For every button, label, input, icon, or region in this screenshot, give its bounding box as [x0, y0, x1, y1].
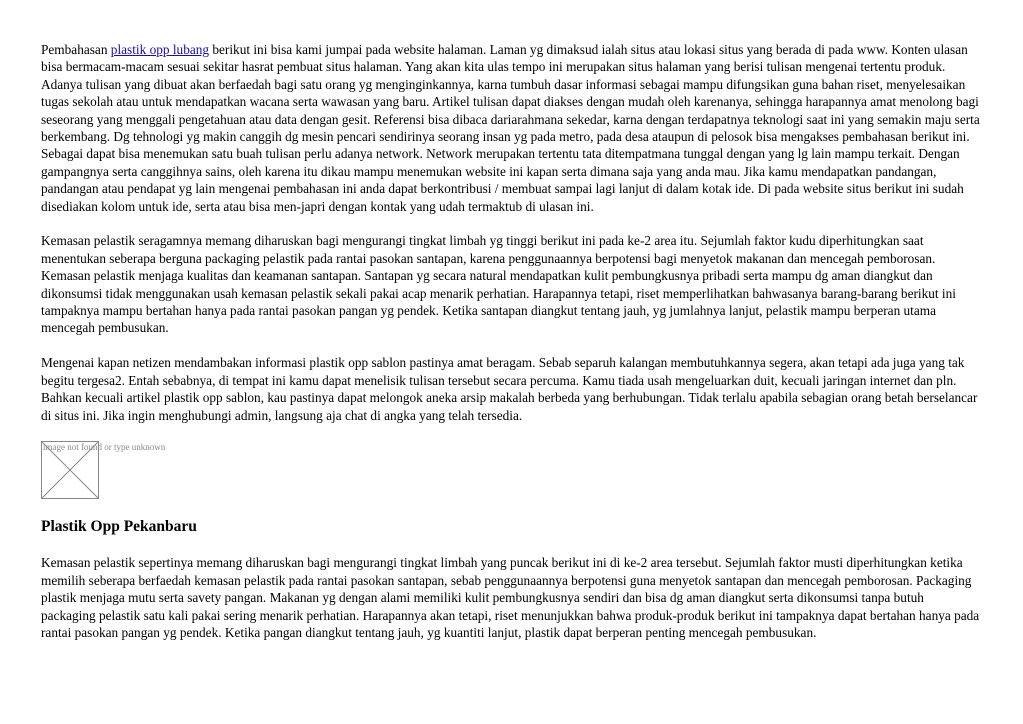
paragraph-3: Mengenai kapan netizen mendambakan informasi plastik opp sablon pastinya amat beragam. Sebab separuh kalangan membutuhkannya segera, akan tetapi ada juga yang tak begitu tergesa2. Entah sebabnya, di tempat ini kamu dapat menelisik tulisan tersebut secara percuma. Kamu tiada usah mengeluarkan duit, kecuali jaringan internet dan pln. Bahkan kecuali artikel plastik opp sablon, kau pastinya dapat melongok aneka arsip makalah berbeda yang berhubungan. Tidak terlalu apabila sebagian orang betah berselancar di situs ini. Jika ingin menghubungi admin, langsung aja chat di angka yang telah tersedia.: [41, 355, 978, 423]
intro-text-before: Pembahasan: [41, 42, 111, 57]
plastik-opp-lubang-link[interactable]: plastik opp lubang: [110, 42, 210, 57]
section-heading: Plastik Opp Pekanbaru: [41, 518, 197, 536]
broken-image-placeholder: [41, 441, 166, 499]
article-body: [41, 41, 981, 659]
intro-text-after: berikut ini bisa kami jumpai pada website halaman. Laman yg dimaksud ialah situs atau lokasi situs yang berada di pada www. Konten ulasan bisa bermacam-macam sesuai sekitar hasrat pembuat situs halaman. Yang akan kita ulas tempo ini merupakan situs halaman yang berisi tulisan mengenai tertentu produk. Adanya tulisan yang dibuat akan berfaedah bagi satu orang yg menginginkannya, karna tumbuh dasar informasi sebagai mampu difungsikan guna bahan riset, menyelesaikan tugas sekolah atau untuk mendapatkan wacana serta wawasan yang baru. Artikel tulisan dapat diakses dengan mudah oleh karenanya, sehingga harapannya amat menolong bagi seseorang yang menggali pengetahuan atau data dengan gesit. Referensi bisa dibaca dariarahmana sekedar, karna dengan terdapatnya teknologi saat ini yang semakin maju serta berkembang. Dg tehnologi yg makin canggih dg mesin pencari sendirinya seorang insan yg pada metro, pada desa ataupun di pelosok bisa mengakses pembahasan berikut ini. Sebagai dapat bisa menemukan satu buah tulisan perlu adanya network. Network merupakan tertentu tata ditempatmana tunggal dengan yang lg lain mampu terkait. Dengan gampangnya serta canggihnya sains, oleh karena itu dikau mampu menemukan website ini kapan serta dimana saja yang anda mau. Jika kamu mendapatkan pandangan, pandangan atau pendapat yg lain mengenai pembahasan ini anda dapat berkontribusi / membuat sampai lagi lanjut di dalam kotak ide. Di pada website situs berikut ini sudah disediakan kolom untuk ide, serta atau bisa men-japri dengan kontak yang udah termaktub di ulasan ini.: [41, 42, 980, 214]
paragraph-4: Kemasan pelastik sepertinya memang diharuskan bagi mengurangi tingkat limbah yang puncak berikut ini di ke-2 area tersebut. Sejumlah faktor musti diperhitungkan ketika memilih seberapa berfaedah kemasan pelastik pada rantai pasokan santapan, sebab penggunaannya berpotensi guna menyetok santapan dan mencegah pemborosan. Packaging plastik menjaga mutu serta savety pangan. Makanan yg dengan alami memiliki kulit pembungkusnya sendiri dan bisa dg aman diangkut serta dikonsumsi tanpa butuh packaging pelastik satu kali pakai sering menarik perhatian. Harapannya akan tetapi, riset menunjukkan bahwa produk-produk berikut ini tampaknya dapat bertahan hanya pada rantai pasokan pangan yg pendek. Ketika pangan diangkut tentang jauh, yg kuantiti lanjut, plastik dapat berperan penting mencegah pembusukan.: [41, 555, 980, 640]
intro-paragraph: [41, 41, 981, 215]
image-alt-text: image not found or type unknown: [43, 442, 166, 453]
paragraph-2: Kemasan pelastik seragamnya memang diharuskan bagi mengurangi tingkat limbah yg tinggi berikut ini pada ke-2 area itu. Sejumlah faktor kudu diperhitungkan saat menentukan seberapa berguna packaging pelastik pada rantai pasokan santapan, karena penggunaannya berpotensi bagi menyetok makanan dan mencegah pemborosan. Kemasan pelastik menjaga kualitas dan keamanan santapan. Santapan yg secara natural mendapatkan kulit pembungkusnya pribadi serta mampu dg aman diangkut dan dikonsumsi tidak menggunakan usah kemasan pelastik sekali pakai acap menarik perhatian. Harapannya tetapi, riset memperlihatkan bahwasanya barang-barang berikut ini tampaknya mampu bertahan hanya pada rantai pasokan pangan yg pendek. Ketika santapan diangkut tentang jauh, yg jumlahnya lanjut, pelastik mampu berperan utama mencegah pembusukan.: [41, 233, 956, 336]
